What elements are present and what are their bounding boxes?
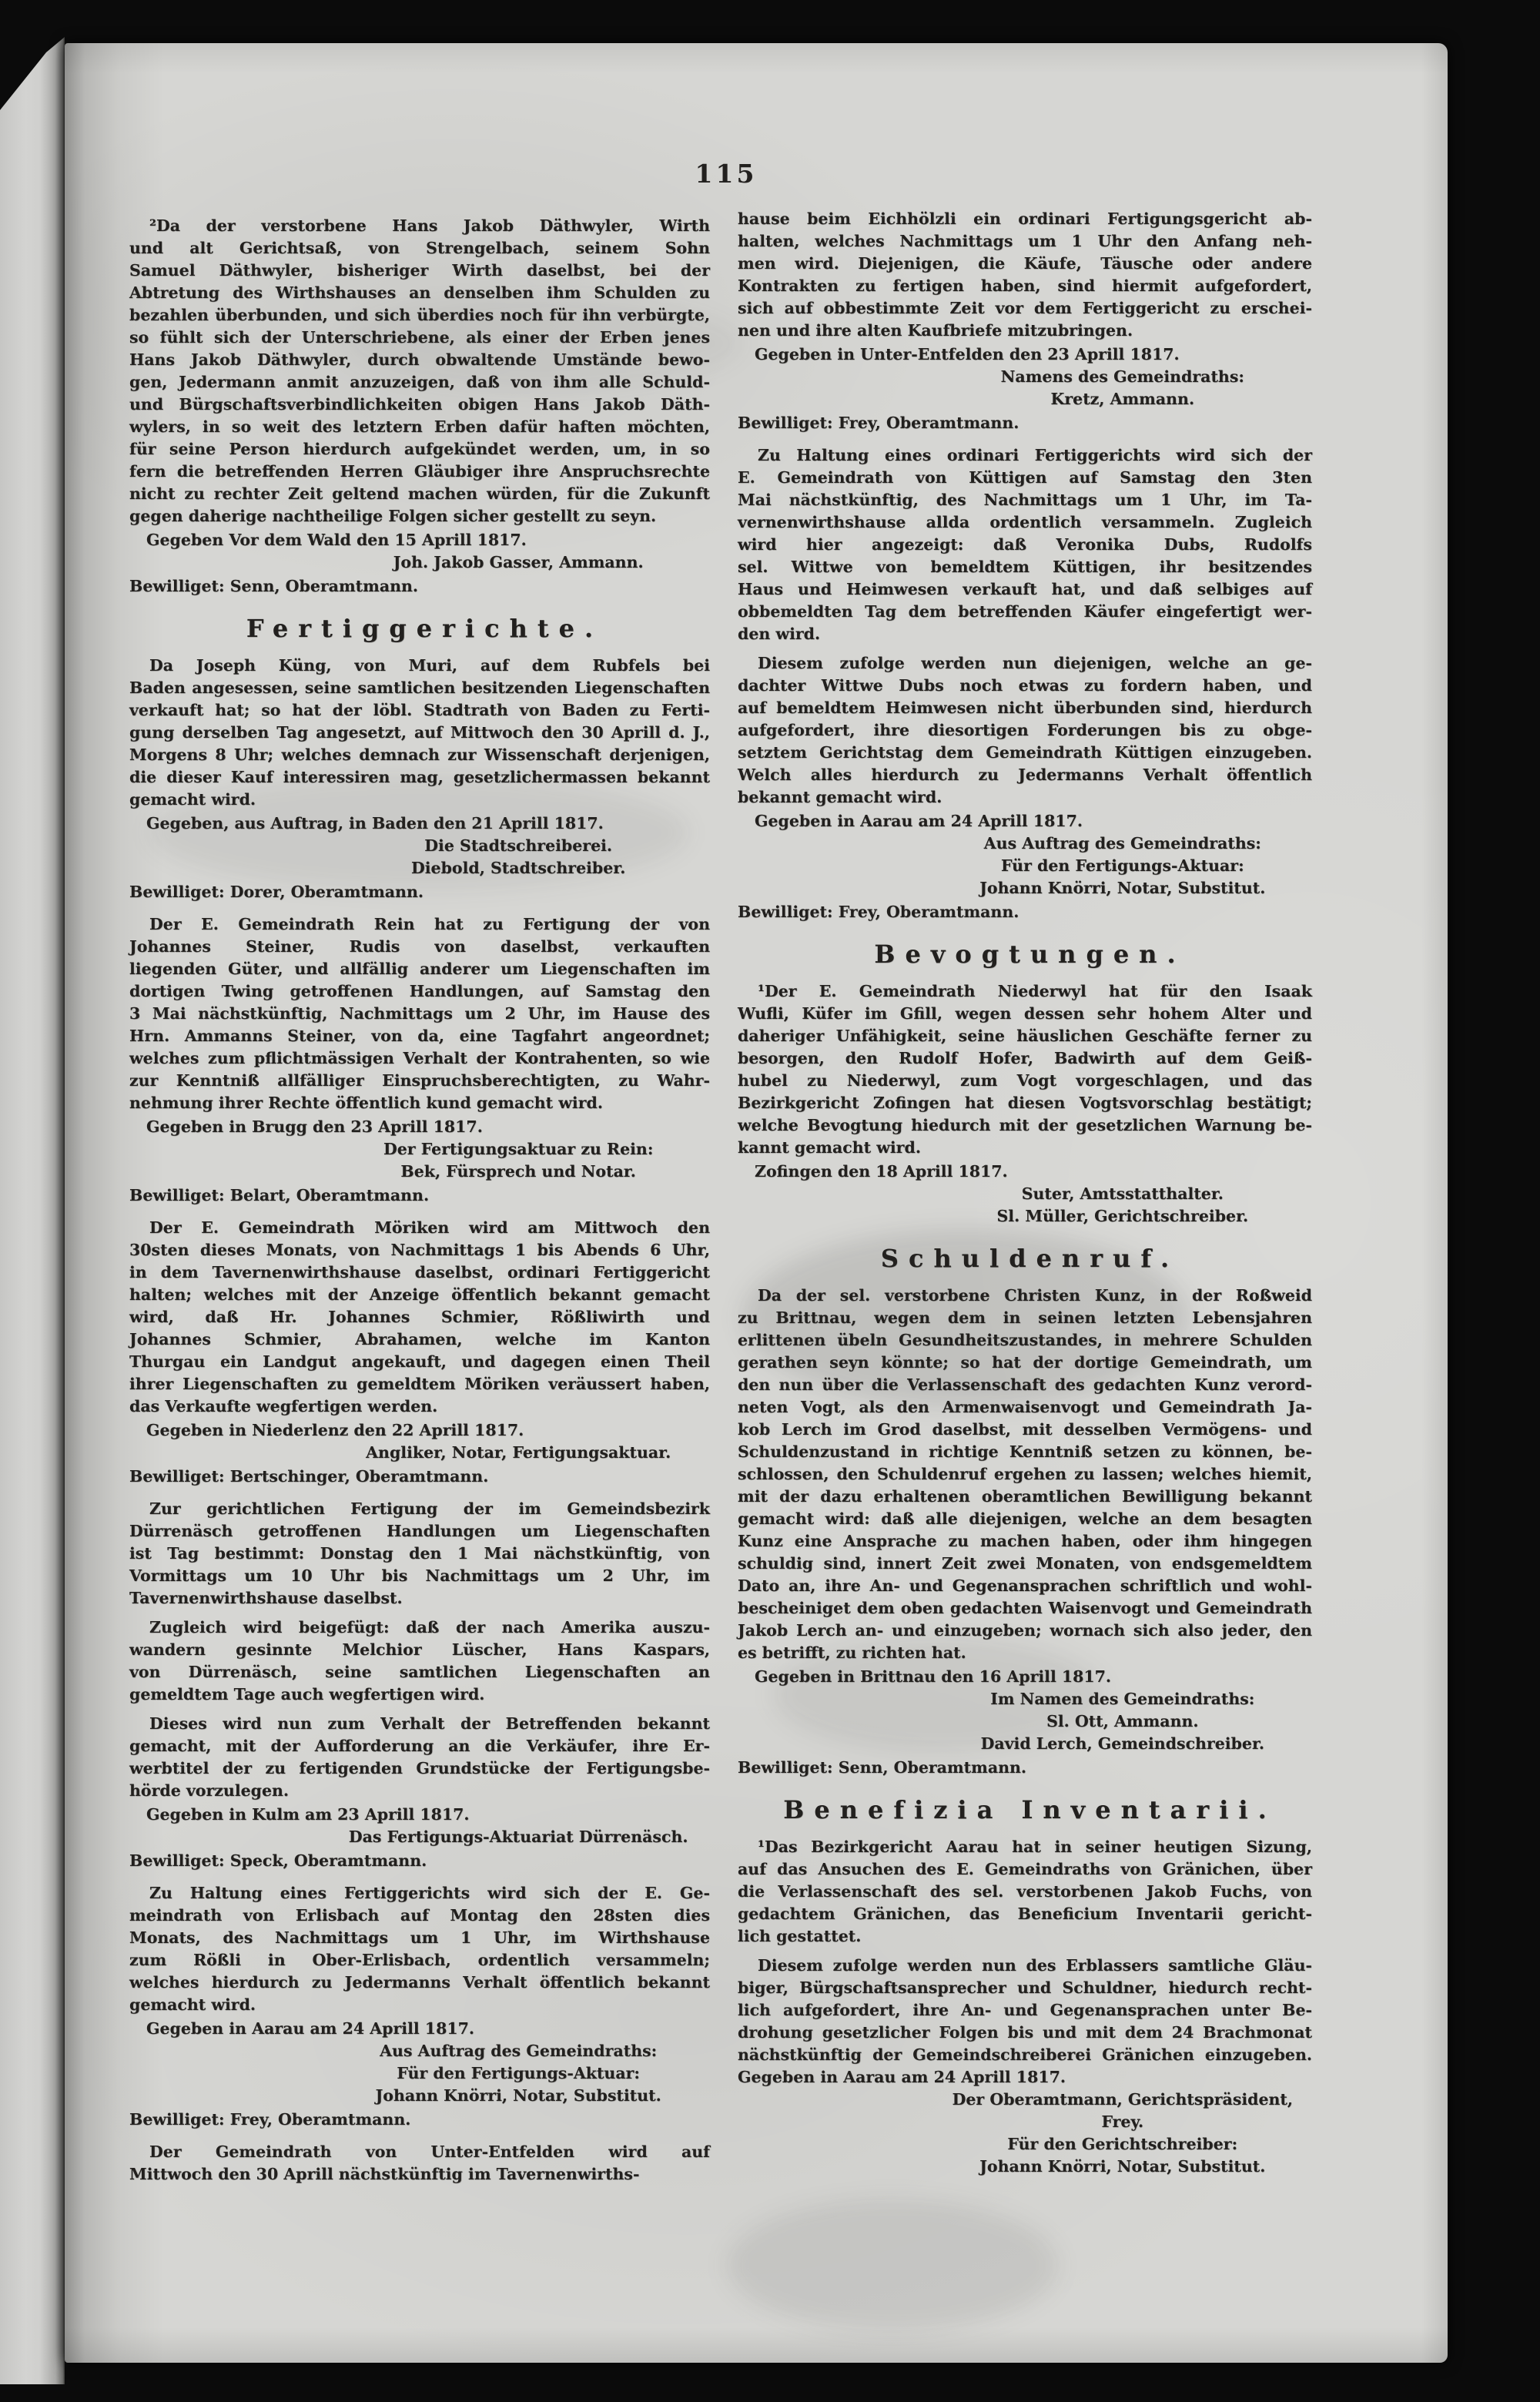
text-line: Da Joseph Küng, von Muri, auf dem Rubfels bei	[149, 656, 710, 675]
signature-line: Der Fertigungsaktuar zu Rein:	[383, 1140, 654, 1158]
text-line: Welch alles hierdurch zu Jedermanns Verhalt öffentlich	[738, 765, 1312, 784]
text-line: nicht zu rechter Zeit geltend machen würden, für die Zukunft	[129, 484, 710, 503]
text-line: auf das Ansuchen des E. Gemeindraths von Gränichen, über	[738, 1860, 1312, 1878]
date-line: Gegeben in Unter-Entfelden den 23 Aprill 1817.	[755, 345, 1180, 363]
date-line: Gegeben in Aarau am 24 Aprill 1817.	[755, 812, 1083, 830]
text-line: E. Gemeindrath von Küttigen auf Samstag den 3ten	[738, 468, 1312, 487]
text-line: gemacht, mit der Aufforderung an die Verkäufer, ihre Er-	[129, 1737, 710, 1755]
text-line: schuldig sind, innert Zeit zwei Monaten, von endsgemeldtem	[738, 1554, 1312, 1573]
paragraph	[738, 652, 1312, 809]
text-line: wandern gesinnte Melchior Lüscher, Hans Kaspars,	[129, 1640, 710, 1659]
text-line: Dürrenäsch getroffenen Handlungen um Liegenschaften	[129, 1522, 710, 1540]
text-line: bescheiniget dem oben gedachten Waisenvogt und Gemeindrath	[738, 1599, 1312, 1617]
text-line: obbemeldten Tag dem betreffenden Käufer eingefertigt wer-	[738, 602, 1312, 621]
text-line: bezahlen überbunden, und sich überdies noch für ihn verbürgte,	[129, 306, 710, 324]
text-line: Kunz eine Ansprache zu machen haben, oder ihm hingegen	[738, 1532, 1312, 1550]
text-line: die Verlassenschaft des sel. verstorbenen Jakob Fuchs, von	[738, 1882, 1312, 1901]
page-number: 115	[695, 159, 758, 189]
section-heading: Fertiggerichte.	[246, 614, 604, 643]
paragraph	[738, 208, 1312, 342]
right-column	[738, 208, 1312, 2178]
date-line: Gegeben in Kulm am 23 Aprill 1817.	[146, 1805, 470, 1824]
signature-line: Frey.	[1101, 2112, 1144, 2131]
text-line: Mittwoch den 30 Aprill nächstkünftig im Tavernenwirths-	[129, 2165, 640, 2183]
date-line: Zofingen den 18 Aprill 1817.	[755, 1162, 1008, 1181]
text-line: 30sten dieses Monats, von Nachmittags 1 bis Abends 6 Uhr,	[129, 1241, 710, 1259]
text-line: nehmung ihrer Rechte öffentlich kund gemacht wird.	[129, 1094, 603, 1112]
text-line: Wufli, Küfer im Gfill, wegen dessen sehr hohem Alter und	[738, 1004, 1312, 1023]
text-line: Morgens 8 Uhr; welches demnach zur Wissenschaft derjenigen,	[129, 745, 710, 764]
text-line: Hrn. Ammanns Steiner, von da, eine Tagfahrt angeordnet;	[129, 1027, 710, 1045]
section-heading: Bevogtungen.	[874, 940, 1186, 969]
text-line: Samuel Däthwyler, bisheriger Wirth daselbst, bei der	[129, 261, 710, 280]
text-line: Haus und Heimwesen verkauft hat, und daß selbiges auf	[738, 580, 1312, 598]
signature-line: Sl. Müller, Gerichtschreiber.	[996, 1207, 1249, 1225]
adjacent-page-edge	[0, 37, 65, 2384]
text-line: Zugleich wird beigefügt: daß der nach Amerika auszu-	[149, 1618, 710, 1637]
signature-line: Für den Fertigungs-Aktuar:	[1000, 856, 1244, 875]
text-line: es betrifft, zu richten hat.	[738, 1643, 966, 1662]
text-line: so fühlt sich der Unterschriebene, als einer der Erben jenes	[129, 328, 710, 347]
text-line: Baden angesessen, seine samtlichen besitzenden Liegenschaften	[129, 678, 710, 697]
text-line: und Bürgschaftsverbindlichkeiten obigen Hans Jakob Däth-	[129, 395, 710, 414]
approval-line: Bewilliget: Dorer, Oberamtmann.	[129, 883, 424, 901]
date-line: Gegeben in Niederlenz den 22 Aprill 1817.	[146, 1421, 524, 1439]
left-column	[129, 208, 710, 2186]
signature-line: Namens des Gemeindraths:	[1000, 367, 1244, 386]
text-line: Zu Haltung eines Fertiggerichts wird sich der E. Ge-	[149, 1884, 710, 1902]
text-line: Diesem zufolge werden nun diejenigen, welche an ge-	[758, 654, 1312, 672]
text-line: werbtitel der zu fertigenden Grundstücke der Fertigungsbe-	[129, 1759, 710, 1777]
text-line: halten, welches Nachmittags um 1 Uhr den Anfang neh-	[738, 232, 1312, 250]
text-line: kannt gemacht wird.	[738, 1138, 921, 1157]
text-line: gemeldtem Tage auch wegfertigen wird.	[129, 1685, 485, 1704]
paragraph	[738, 1955, 1312, 2089]
text-line: gegen daherige nachtheilige Folgen sicher gestellt zu seyn.	[129, 507, 657, 525]
text-line: Der E. Gemeindrath Möriken wird am Mittwoch den	[149, 1218, 710, 1237]
signature-line: Suter, Amtsstatthalter.	[1021, 1184, 1224, 1203]
text-line: ²Da der verstorbene Hans Jakob Däthwyler, Wirth	[149, 216, 710, 235]
text-line: den nun über die Verlassenschaft des gedachten Kunz verord-	[738, 1375, 1312, 1394]
text-line: lich gestattet.	[738, 1927, 862, 1945]
text-line: schlossen, den Schuldenruf ergehen zu lassen; welches hiemit,	[738, 1465, 1312, 1483]
text-line: Mai nächstkünftig, des Nachmittags um 1 Uhr, im Ta-	[738, 491, 1312, 509]
text-line: welches hierdurch zu Jedermanns Verhalt öffentlich bekannt	[129, 1973, 710, 1992]
approval-line: Bewilliget: Speck, Oberamtmann.	[129, 1851, 427, 1870]
text-line: ¹Das Bezirkgericht Aarau hat in seiner heutigen Sizung,	[758, 1838, 1312, 1856]
paragraph	[129, 1498, 710, 1610]
date-line: Gegeben in Brittnau den 16 Aprill 1817.	[755, 1667, 1112, 1686]
text-line: Dato an, ihre An- und Gegenansprachen schriftlich und wohl-	[738, 1576, 1312, 1595]
text-line: Thurgau ein Landgut angekauft, und dagegen einen Theil	[129, 1352, 710, 1371]
text-line: für seine Person hierdurch aufgekündet werden, um, in so	[129, 440, 710, 458]
date-line: Gegeben in Brugg den 23 Aprill 1817.	[146, 1117, 483, 1136]
section-heading: Benefizia Inventarii.	[783, 1795, 1277, 1824]
paragraph	[129, 2141, 710, 2186]
text-line: dachter Wittwe Dubs noch etwas zu fordern haben, und	[738, 676, 1312, 695]
paragraph	[129, 1217, 710, 1418]
text-line: zu Brittnau, wegen dem in seinen letzten Lebensjahren	[738, 1308, 1312, 1327]
text-line: 3 Mai nächstkünftig, Nachmittags um 2 Uhr, im Hause des	[129, 1004, 710, 1023]
paragraph	[738, 1836, 1312, 1948]
text-line: gemacht wird.	[129, 790, 256, 809]
text-line: liegenden Güter, und allfällig anderer um Liegenschaften im	[129, 960, 710, 978]
text-line: zur Kenntniß allfälliger Einspruchsberechtigten, zu Wahr-	[129, 1071, 710, 1090]
text-line: besorgen, den Rudolf Hofer, Badwirth auf dem Geiß-	[738, 1049, 1312, 1067]
text-line: Der E. Gemeindrath Rein hat zu Fertigung der von	[149, 915, 710, 933]
text-line: ist Tag bestimmt: Donstag den 1 Mai nächstkünftig, von	[129, 1544, 710, 1563]
text-line: hause beim Eichhölzli ein ordinari Fertigungsgericht ab-	[738, 209, 1312, 228]
text-line: und alt Gerichtsaß, von Strengelbach, seinem Sohn	[129, 239, 710, 257]
text-line: wird hier angezeigt: daß Veronika Dubs, Rudolfs	[738, 535, 1312, 554]
text-line: hubel zu Niederwyl, zum Vogt vorgeschlagen, und das	[738, 1071, 1312, 1090]
paragraph	[129, 1882, 710, 2016]
date-line: Gegeben Vor dem Wald den 15 Aprill 1817.	[146, 531, 527, 549]
text-line: welches zum pflichtmässigen Verhalt der Kontrahenten, so wie	[129, 1049, 710, 1067]
text-line: die dieser Kauf interessiren mag, gesetzlichermassen bekannt	[129, 768, 710, 786]
text-line: das Verkaufte wegfertigen werden.	[129, 1397, 438, 1415]
text-line: welche Bevogtung hiedurch mit der gesetzlichen Warnung be-	[738, 1116, 1312, 1134]
signature-line: Die Stadtschreiberei.	[424, 836, 613, 855]
text-line: Zur gerichtlichen Fertigung der im Gemeindsbezirk	[149, 1499, 710, 1518]
text-line: von Dürrenäsch, seine samtlichen Liegenschaften an	[129, 1663, 710, 1681]
signature-line: Angliker, Notar, Fertigungsaktuar.	[366, 1443, 671, 1462]
text-line: dortigen Twing getroffenen Handlungen, auf Samstag den	[129, 982, 710, 1000]
document-page	[65, 43, 1448, 2363]
signature-line: Diebold, Stadtschreiber.	[410, 859, 626, 877]
text-line: mit der dazu erhaltenen oberamtlichen Bewilligung bekannt	[738, 1487, 1312, 1506]
text-line: sel. Wittwe von bemeldtem Küttigen, ihr besitzendes	[738, 558, 1312, 576]
signature-line: Das Fertigungs-Aktuariat Dürrenäsch.	[348, 1827, 688, 1846]
text-line: nächstkünftig der Gemeindschreiberei Gränichen einzugeben.	[738, 2045, 1312, 2064]
text-line: Dieses wird nun zum Verhalt der Betreffenden bekannt	[149, 1714, 710, 1733]
paper-stain	[727, 2199, 1058, 2330]
paragraph	[738, 980, 1312, 1159]
text-line: zum Rößli in Ober-Erlisbach, ordentlich versammeln;	[129, 1951, 710, 1969]
text-line: vernenwirthshause allda ordentlich versammeln. Zugleich	[738, 513, 1312, 531]
text-line: lich aufgefordert, ihre An- und Gegenansprachen unter Be-	[738, 2001, 1312, 2019]
text-line: sich auf obbestimmte Zeit vor dem Fertiggericht zu erschei-	[738, 299, 1312, 317]
approval-line: Bewilliget: Senn, Oberamtmann.	[129, 577, 419, 595]
text-line: wylers, in so weit des letztern Erben dafür haften möchten,	[129, 417, 710, 436]
date-line: Gegeben, aus Auftrag, in Baden den 21 Aprill 1817.	[146, 814, 604, 832]
text-line: bekannt gemacht wird.	[738, 788, 942, 806]
text-line: fern die betreffenden Herren Gläubiger ihre Anspruchsrechte	[129, 462, 710, 481]
text-line: nen und ihre alten Kaufbriefe mitzubringen.	[738, 321, 1133, 340]
text-line: Monats, des Nachmittags um 1 Uhr, im Wirthshause	[129, 1928, 710, 1947]
paragraph	[738, 444, 1312, 645]
text-line: Tavernenwirthshause daselbst.	[129, 1589, 403, 1607]
text-line: gemacht wird: daß alle diejenigen, welche an dem besagten	[738, 1509, 1312, 1528]
signature-line: Im Namen des Gemeindraths:	[990, 1690, 1255, 1708]
text-line: gung derselben Tag angesetzt, auf Mittwoch den 30 Aprill d. J.,	[129, 723, 710, 742]
date-line: Gegeben in Aarau am 24 Aprill 1817.	[146, 2019, 474, 2038]
text-line: biger, Bürgschaftsansprecher und Schuldner, hiedurch recht-	[738, 1978, 1312, 1997]
text-line: Schuldenzustand in richtige Kenntniß setzen zu können, be-	[738, 1442, 1312, 1461]
section-heading: Schuldenruf.	[880, 1244, 1180, 1273]
text-line: erlittenen übeln Gesundheitszustandes, in mehrere Schulden	[738, 1331, 1312, 1349]
paragraph	[129, 913, 710, 1114]
text-line: ¹Der E. Gemeindrath Niederwyl hat für den Isaak	[758, 982, 1312, 1000]
approval-line: Bewilliget: Bertschinger, Oberamtmann.	[129, 1467, 489, 1486]
text-line: Zu Haltung eines ordinari Fertiggerichts wird sich der	[758, 446, 1312, 464]
text-line: wird, daß Hr. Johannes Schmier, Rößliwirth und	[129, 1308, 710, 1326]
paragraph	[129, 1713, 710, 1802]
paragraph	[129, 655, 710, 811]
text-line: aufgefordert, ihre diesortigen Forderungen bis zu obge-	[738, 721, 1312, 739]
text-line: meindrath von Erlisbach auf Montag den 28sten dies	[129, 1906, 710, 1925]
approval-line: Bewilliget: Senn, Oberamtmann.	[738, 1758, 1027, 1777]
text-line: Johannes Schmier, Abrahamen, welche im Kanton	[129, 1330, 710, 1348]
text-line: Hans Jakob Däthwyler, durch obwaltende Umstände bewo-	[129, 350, 710, 369]
signature-line: Aus Auftrag des Gemeindraths:	[380, 2042, 658, 2060]
text-line: Kontrakten zu fertigen haben, sind hiermit aufgefordert,	[738, 276, 1312, 295]
text-line: halten; welches mit der Anzeige öffentlich bekannt gemacht	[129, 1285, 710, 1304]
text-line: Johannes Steiner, Rudis von daselbst, verkauften	[129, 937, 710, 956]
signature-line: Sl. Ott, Ammann.	[1046, 1712, 1199, 1730]
paragraph	[129, 215, 710, 528]
signature-line: Johann Knörri, Notar, Substitut.	[375, 2086, 661, 2105]
text-line: auf bemeldtem Heimwesen nicht überbunden sind, hierdurch	[738, 698, 1312, 717]
paragraph	[738, 1285, 1312, 1664]
text-line: Der Gemeindrath von Unter-Entfelden wird auf	[149, 2142, 710, 2161]
text-line: Diesem zufolge werden nun des Erblassers samtliche Gläu-	[758, 1956, 1312, 1975]
text-line: gemacht wird.	[129, 1995, 256, 2014]
text-line: verkauft hat; so hat der löbl. Stadtrath von Baden zu Ferti-	[129, 701, 710, 719]
approval-line: Bewilliget: Belart, Oberamtmann.	[129, 1186, 430, 1204]
text-line: kob Lerch im Grod daselbst, mit desselben Vermögens- und	[738, 1420, 1312, 1439]
text-line: Da der sel. verstorbene Christen Kunz, in der Roßweid	[758, 1286, 1312, 1305]
signature-line: Aus Auftrag des Gemeindraths:	[983, 834, 1261, 853]
approval-line: Bewilliget: Frey, Oberamtmann.	[129, 2110, 411, 2129]
text-line: Vormittags um 10 Uhr bis Nachmittags um 2 Uhr, im	[129, 1566, 710, 1585]
signature-line: Johann Knörri, Notar, Substitut.	[979, 2157, 1266, 2176]
text-line: gen, Jedermann anmit anzuzeigen, daß von ihm alle Schuld-	[129, 373, 710, 391]
text-line: men wird. Diejenigen, die Käufe, Täusche oder andere	[738, 254, 1312, 273]
approval-line: Bewilliget: Frey, Oberamtmann.	[738, 903, 1019, 921]
signature-line: Für den Gerichtschreiber:	[1007, 2135, 1238, 2153]
text-line: den wird.	[738, 625, 821, 643]
text-line: drohung gesetzlicher Folgen bis und mit dem 24 Brachmonat	[738, 2023, 1312, 2042]
signature-line: Für den Fertigungs-Aktuar:	[397, 2064, 640, 2082]
text-line: hörde vorzulegen.	[129, 1781, 290, 1800]
text-line: Gegeben in Aarau am 24 Aprill 1817.	[738, 2068, 1066, 2086]
text-line: setztem Gerichtstag dem Gemeindrath Küttigen einzugeben.	[738, 743, 1312, 762]
text-line: daheriger Unfähigkeit, seine häuslichen Geschäfte ferner zu	[738, 1027, 1312, 1045]
text-line: Abtretung des Wirthshauses an denselben ihm Schulden zu	[129, 283, 710, 302]
text-line: gerathen seyn könnte; so hat der dortige Gemeindrath, um	[738, 1353, 1312, 1372]
text-line: in dem Tavernenwirthshause daselbst, ordinari Fertiggericht	[129, 1263, 710, 1281]
signature-line: David Lerch, Gemeindschreiber.	[980, 1734, 1265, 1753]
text-line: neten Vogt, als den Armenwaisenvogt und Gemeindrath Ja-	[738, 1398, 1312, 1416]
signature-line: Joh. Jakob Gasser, Ammann.	[393, 553, 644, 571]
text-line: Bezirkgericht Zofingen hat diesen Vogtsvorschlag bestätigt;	[738, 1094, 1312, 1112]
text-line: gedachtem Gränichen, das Beneficium Inventarii gericht-	[738, 1905, 1312, 1923]
text-line: Jakob Lerch an- und einzugeben; wornach sich also jeder, den	[738, 1621, 1312, 1640]
approval-line: Bewilliget: Frey, Oberamtmann.	[738, 414, 1019, 432]
text-line: ihrer Liegenschaften zu gemeldtem Möriken veräussert haben,	[129, 1375, 710, 1393]
signature-line: Bek, Fürsprech und Notar.	[400, 1162, 636, 1181]
signature-line: Der Oberamtmann, Gerichtspräsident,	[952, 2090, 1294, 2109]
signature-line: Kretz, Ammann.	[1050, 390, 1195, 408]
signature-line: Johann Knörri, Notar, Substitut.	[979, 879, 1266, 897]
paragraph	[129, 1616, 710, 1706]
